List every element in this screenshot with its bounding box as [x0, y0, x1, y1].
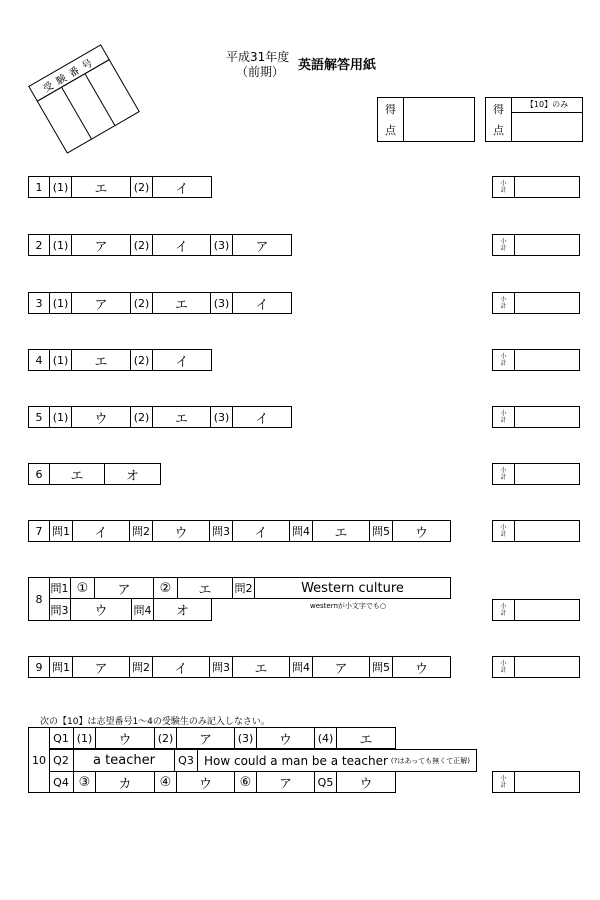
q5-label-1: (1) [50, 407, 72, 427]
q9-number: 9 [29, 657, 50, 677]
q8-note: westernが小文字でも○ [310, 602, 387, 610]
subtotal-label: 小 [500, 660, 507, 667]
subtotal-label: 計 [500, 667, 507, 674]
q8-label-1: 問1 [49, 578, 71, 598]
q2-row [28, 234, 292, 256]
subtotal-label: 計 [500, 531, 507, 538]
q8-circle-1: ① [71, 578, 95, 598]
q8-label-2: 問2 [233, 578, 255, 598]
q8-circle-2: ② [154, 578, 178, 598]
score-field[interactable] [512, 98, 582, 141]
subtotal-field[interactable] [515, 350, 579, 370]
subtotal-field[interactable] [515, 464, 579, 484]
q10-label-1: (1) [74, 728, 96, 748]
q3-answer-1[interactable]: ア [72, 293, 131, 313]
q10-answer-1[interactable]: ウ [96, 728, 155, 748]
q10-number-cell: 10 [28, 727, 50, 793]
subtotal-field[interactable] [515, 657, 579, 677]
q1-label-1: (1) [50, 177, 72, 197]
q10-answer-3[interactable]: ウ [257, 728, 315, 748]
score-label-top: 得 [493, 102, 504, 116]
score-label-top: 得 [385, 102, 396, 116]
subtotal-field[interactable] [515, 600, 579, 620]
subtotal-label: 計 [500, 360, 507, 367]
subtotal-box-q10 [492, 771, 580, 793]
subtotal-label: 小 [500, 603, 507, 610]
q7-label-3: 問3 [210, 521, 233, 541]
subtotal-field[interactable] [515, 177, 579, 197]
score-label-bottom: 点 [385, 124, 396, 138]
q7-label-5: 問5 [370, 521, 393, 541]
q10-circle-6: ⑥ [235, 772, 257, 792]
q10-answer-q3-text: How could a man be a teacher [204, 753, 388, 768]
q9-answer-3[interactable]: エ [233, 657, 290, 677]
q4-answer-1[interactable]: エ [72, 350, 131, 370]
q9-answer-2[interactable]: イ [153, 657, 210, 677]
q10-circle-3: ③ [74, 772, 96, 792]
page-title: 英語解答用紙 [298, 58, 377, 73]
q7-row [28, 520, 451, 542]
score-box-q10 [485, 97, 583, 142]
q1-row [28, 176, 212, 198]
q5-row [28, 406, 292, 428]
subtotal-label: 計 [500, 474, 507, 481]
subtotal-box-q8 [492, 599, 580, 621]
q9-label-5: 問5 [370, 657, 393, 677]
q8-answer-1[interactable]: ア [95, 578, 154, 598]
q4-answer-2[interactable]: イ [175, 354, 189, 370]
q5-answer-3[interactable]: イ [255, 411, 269, 427]
q4-label-2: (2) [131, 350, 153, 370]
q10-label-4: (4) [315, 728, 337, 748]
q9-row [28, 656, 451, 678]
q5-label-3: (3) [211, 407, 233, 427]
score-note: 【10】のみ [512, 98, 582, 113]
q5-number: 5 [29, 407, 50, 427]
q7-answer-5[interactable]: ウ [414, 525, 428, 541]
q3-label-2: (2) [131, 293, 153, 313]
q10-answer-q4-3[interactable]: カ [96, 772, 155, 792]
subtotal-label: 計 [500, 782, 507, 789]
subtotal-label: 計 [500, 245, 507, 252]
q5-label-2: (2) [131, 407, 153, 427]
q7-answer-4[interactable]: エ [313, 521, 370, 541]
q3-answer-2[interactable]: エ [153, 293, 211, 313]
q5-answer-1[interactable]: ウ [72, 407, 131, 427]
subtotal-field[interactable] [515, 407, 579, 427]
subtotal-field[interactable] [515, 235, 579, 255]
q6-number: 6 [29, 464, 50, 484]
score-field[interactable] [404, 98, 474, 141]
q8-label-4: 問4 [132, 599, 154, 620]
q10-answer-q4-4[interactable]: ウ [177, 772, 235, 792]
q8-answer-5[interactable]: オ [175, 604, 189, 619]
q10-label-q5: Q5 [315, 772, 337, 792]
subtotal-field[interactable] [515, 772, 579, 792]
q2-number: 2 [29, 235, 50, 255]
q10-answer-q2[interactable]: a teacher [74, 750, 175, 771]
subtotal-box-q5 [492, 406, 580, 428]
q10-row-1 [49, 727, 396, 749]
q6-answer-2[interactable]: オ [125, 468, 139, 484]
q2-answer-3[interactable]: ア [255, 239, 269, 255]
q4-number: 4 [29, 350, 50, 370]
q8-answer-3[interactable]: Western culture [301, 580, 404, 596]
q7-answer-1[interactable]: イ [73, 521, 130, 541]
q1-answer-1[interactable]: エ [72, 177, 131, 197]
q10-answer-4[interactable]: エ [359, 732, 373, 748]
q2-answer-2[interactable]: イ [153, 235, 211, 255]
q4-label-1: (1) [50, 350, 72, 370]
q6-answer-1[interactable]: エ [50, 464, 105, 484]
q2-label-2: (2) [131, 235, 153, 255]
subtotal-label: 計 [500, 187, 507, 194]
q3-label-1: (1) [50, 293, 72, 313]
q7-label-4: 問4 [290, 521, 313, 541]
subtotal-label: 小 [500, 467, 507, 474]
q3-number: 3 [29, 293, 50, 313]
subtotal-label: 小 [500, 775, 507, 782]
subtotal-label: 小 [500, 238, 507, 245]
subtotal-label: 小 [500, 296, 507, 303]
q4-row [28, 349, 212, 371]
subtotal-label: 小 [500, 524, 507, 531]
score-label-bottom: 点 [493, 124, 504, 138]
subtotal-label: 計 [500, 610, 507, 617]
q6-row [28, 463, 161, 485]
score-box-total [377, 97, 475, 142]
q2-answer-1[interactable]: ア [72, 235, 131, 255]
subtotal-field[interactable] [515, 293, 579, 313]
q7-number: 7 [29, 521, 50, 541]
q9-answer-5[interactable]: ウ [414, 661, 428, 677]
q2-label-1: (1) [50, 235, 72, 255]
q8-row-2 [49, 598, 212, 621]
q8-answer-2[interactable]: エ [178, 578, 233, 598]
q7-answer-3[interactable]: イ [233, 521, 290, 541]
q9-label-3: 問3 [210, 657, 233, 677]
q9-label-4: 問4 [290, 657, 313, 677]
q3-label-3: (3) [211, 293, 233, 313]
q10-answer-q3-note: (?はあっても無くて正解) [390, 756, 470, 765]
q8-label-3: 問3 [49, 599, 71, 620]
q10-circle-4: ④ [155, 772, 177, 792]
q3-answer-3[interactable]: イ [255, 297, 269, 313]
q10-label-q3: Q3 [175, 750, 198, 771]
subtotal-box-q2 [492, 234, 580, 256]
subtotal-label: 小 [500, 180, 507, 187]
q8-answer-4[interactable]: ウ [71, 599, 132, 620]
q10-answer-q3[interactable] [198, 750, 476, 771]
school-year: 平成31年度 [226, 50, 290, 64]
subtotal-label: 計 [500, 303, 507, 310]
q9-answer-4[interactable]: ア [313, 657, 370, 677]
exam-number-box [28, 44, 140, 154]
q1-label-2: (2) [131, 177, 153, 197]
q5-answer-2[interactable]: エ [153, 407, 211, 427]
q9-answer-1[interactable]: ア [73, 657, 130, 677]
q9-label-1: 問1 [50, 657, 73, 677]
subtotal-box-q3 [492, 292, 580, 314]
q10-label-q2: Q2 [49, 750, 74, 771]
q7-answer-2[interactable]: ウ [153, 521, 210, 541]
subtotal-label: 計 [500, 417, 507, 424]
term: （前期） [236, 65, 285, 79]
q1-number: 1 [29, 177, 50, 197]
q7-label-1: 問1 [50, 521, 73, 541]
q10-row-2 [49, 749, 477, 772]
q1-answer-2[interactable]: イ [175, 181, 189, 197]
q7-label-2: 問2 [130, 521, 153, 541]
subtotal-box-q9 [492, 656, 580, 678]
subtotal-label: 小 [500, 353, 507, 360]
q10-answer-q5[interactable]: ウ [359, 776, 373, 792]
subtotal-box-q7 [492, 520, 580, 542]
q10-label-q4: Q4 [49, 772, 74, 792]
q10-label-q1: Q1 [49, 728, 74, 748]
q10-answer-q4-6[interactable]: ア [257, 772, 315, 792]
subtotal-field[interactable] [515, 521, 579, 541]
q10-answer-2[interactable]: ア [177, 728, 235, 748]
q9-label-2: 問2 [130, 657, 153, 677]
subtotal-box-q6 [492, 463, 580, 485]
q10-row-3 [49, 771, 396, 793]
q2-label-3: (3) [211, 235, 233, 255]
q10-instruction: 次の【10】は志望番号1～4の受験生のみ記入しなさい。 [40, 717, 270, 727]
subtotal-box-q1 [492, 176, 580, 198]
q8-number-cell: 8 [28, 577, 50, 621]
exam-number-label: 受験番号 [28, 44, 110, 102]
q10-label-3: (3) [235, 728, 257, 748]
q8-row-1 [49, 577, 451, 599]
q3-row [28, 292, 292, 314]
subtotal-label: 小 [500, 410, 507, 417]
q10-label-2: (2) [155, 728, 177, 748]
subtotal-box-q4 [492, 349, 580, 371]
